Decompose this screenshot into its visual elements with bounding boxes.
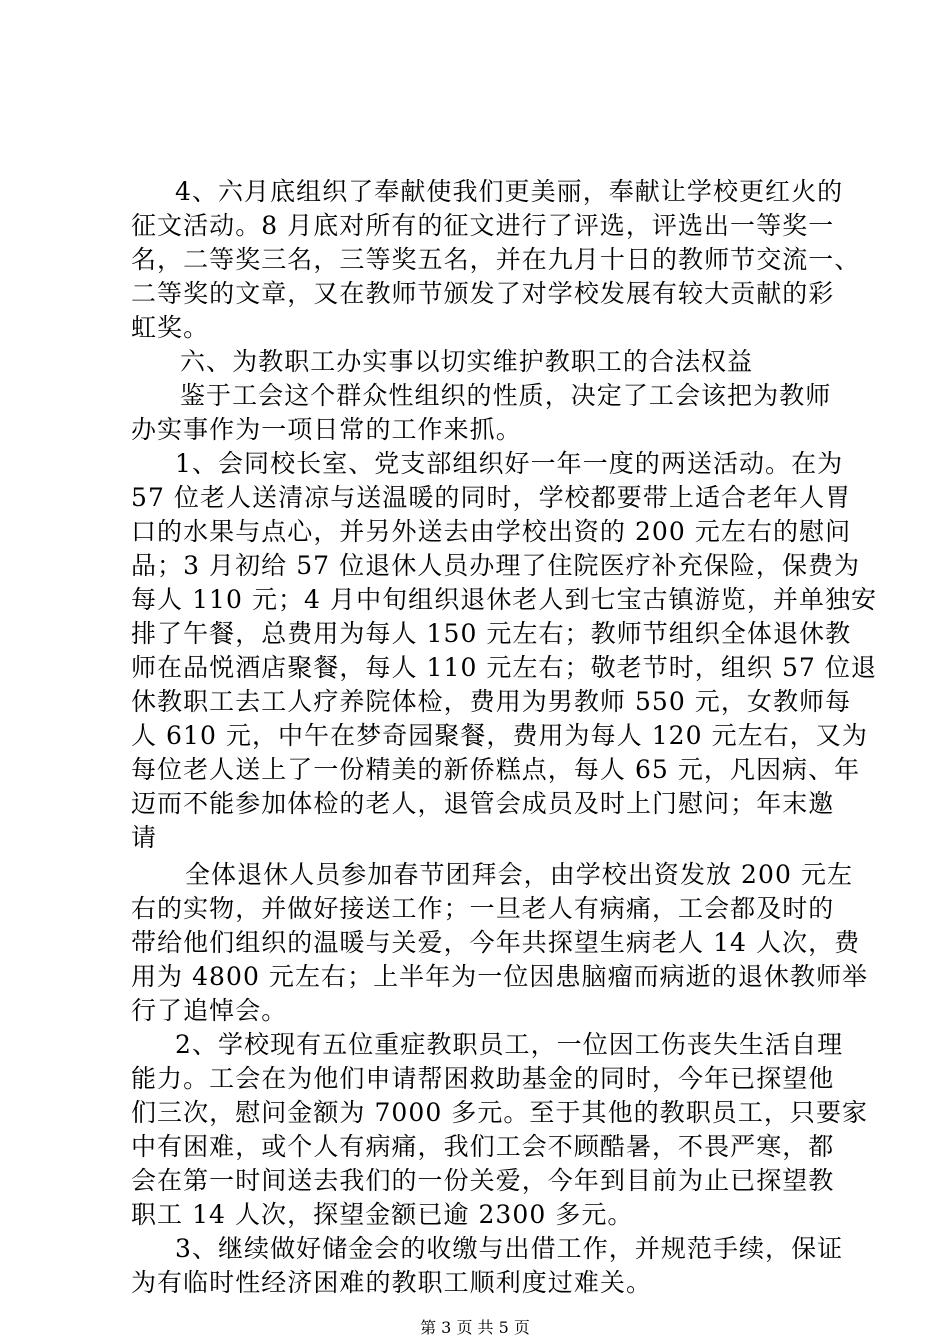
- text-line: 师在品悦酒店聚餐，每人 110 元左右；敬老节时，组织 57 位退: [131, 653, 877, 683]
- text-line: 57 位老人送清凉与送温暖的同时，学校都要带上适合老年人胃: [131, 483, 852, 513]
- text-line: 二等奖的文章，又在教师节颁发了对学校发展有较大贡献的彩: [131, 279, 835, 308]
- text-line: 每位老人送上了一份精美的新侨糕点，每人 65 元，凡因病、年: [131, 755, 861, 785]
- text-line: 职工 14 人次，探望金额已逾 2300 多元。: [131, 1199, 634, 1229]
- text-line: 品；3 月初给 57 位退休人员办理了住院医疗补充保险，保费为: [131, 551, 861, 581]
- text-line: 办实事作为一项日常的工作来抓。: [131, 415, 522, 445]
- text-line: 能力。工会在为他们申请帮困救助基金的同时，今年已探望他: [131, 1063, 835, 1093]
- text-line: 口的水果与点心，并另外送去由学校出资的 200 元左右的慰问: [131, 517, 852, 547]
- text-line: 3、继续做好储金会的收缴与出借工作，并规范手续，保证: [175, 1233, 844, 1263]
- text-line: 行了追悼会。: [131, 995, 288, 1025]
- section-heading: 六、为教职工办实事以切实维护教职工的合法权益: [180, 347, 754, 377]
- text-line: 2、学校现有五位重症教职员工，一位因工伤丧失生活自理: [175, 1029, 844, 1059]
- text-line: 休教职工去工人疗养院体检，费用为男教师 550 元，女教师每: [131, 687, 852, 717]
- text-line: 虹奖。: [131, 313, 210, 343]
- page-footer: 第 3 页 共 5 页: [420, 1318, 530, 1337]
- text-line: 们三次，慰问金额为 7000 多元。至于其他的教职员工，只要家: [131, 1097, 869, 1127]
- text-line: 征文活动。8 月底对所有的征文进行了评选，评选出一等奖一: [131, 211, 835, 240]
- text-line: 迈而不能参加体检的老人，退管会成员及时上门慰问；年末邀: [131, 789, 835, 819]
- text-line: 带给他们组织的温暖与关爱，今年共探望生病老人 14 人次，费: [131, 927, 861, 957]
- text-line: 会在第一时间送去我们的一份关爱，今年到目前为止已探望教: [131, 1165, 835, 1195]
- text-line: 鉴于工会这个群众性组织的性质，决定了工会该把为教师: [180, 381, 832, 411]
- text-line: 用为 4800 元左右；上半年为一位因患脑瘤而病逝的退休教师举: [131, 961, 869, 991]
- text-line: 1、会同校长室、党支部组织好一年一度的两送活动。在为: [175, 449, 844, 479]
- text-line: 人 610 元，中午在梦奇园聚餐，费用为每人 120 元左右，又为: [131, 721, 868, 751]
- text-line: 右的实物，并做好接送工作；一旦老人有病痛，工会都及时的: [131, 893, 835, 923]
- text-line: 为有临时性经济困难的教职工顺利度过难关。: [131, 1267, 653, 1297]
- text-line: 每人 110 元；4 月中旬组织退休老人到七宝古镇游览，并单独安: [131, 585, 878, 615]
- text-line: 全体退休人员参加春节团拜会，由学校出资发放 200 元左: [185, 859, 854, 889]
- text-line: 名，二等奖三名，三等奖五名，并在九月十日的教师节交流一、: [131, 245, 861, 274]
- text-line: 4、六月底组织了奉献使我们更美丽，奉献让学校更红火的: [175, 177, 844, 206]
- text-line: 中有困难，或个人有病痛，我们工会不顾酷暑，不畏严寒，都: [131, 1131, 835, 1161]
- text-line: 请: [131, 823, 158, 853]
- text-line: 排了午餐，总费用为每人 150 元左右；教师节组织全体退休教: [131, 619, 852, 649]
